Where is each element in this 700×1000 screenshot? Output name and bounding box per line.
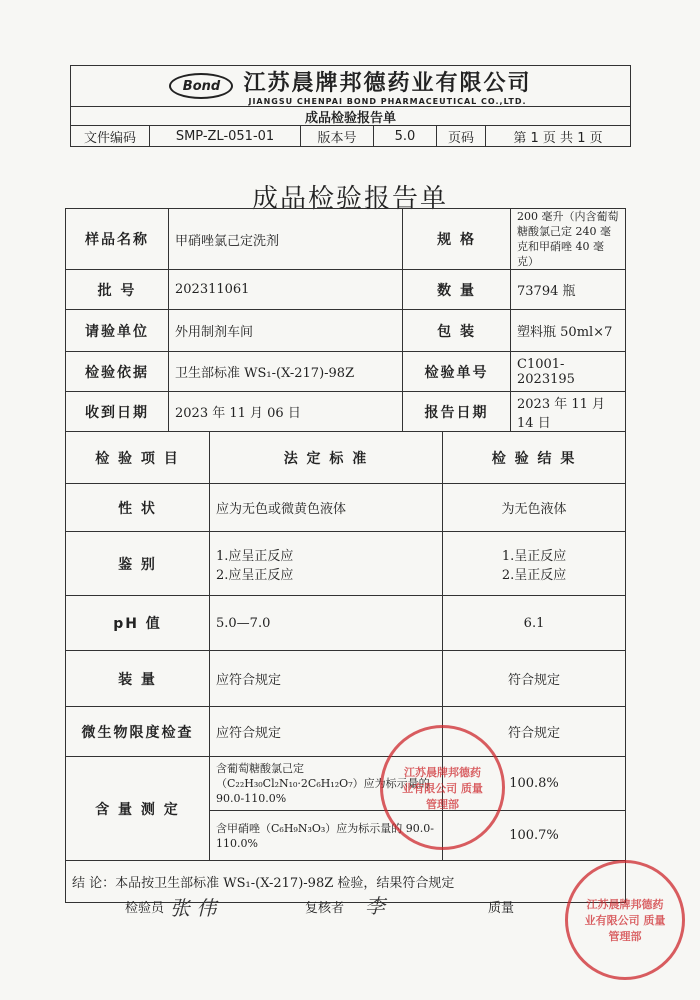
reviewer-signature: 李 (365, 894, 385, 918)
recv-label: 收到日期 (66, 392, 169, 432)
qty-label: 数 量 (403, 270, 511, 310)
column-headers (66, 432, 626, 484)
test-item: 装 量 (66, 651, 210, 707)
form-title: 成品检验报告单 (71, 107, 630, 126)
spec-label: 规 格 (403, 209, 511, 270)
quality-stamp-right: 江苏晨牌邦德药业有限公司 质量管理部 (565, 860, 685, 980)
document-header (70, 65, 631, 147)
inspector-signature: 张 伟 (170, 896, 217, 920)
pack: 塑料瓶 50ml×7 (511, 310, 626, 352)
col-item: 检 验 项 目 (66, 432, 210, 484)
pack-label: 包 装 (403, 310, 511, 352)
col-result: 检 验 结 果 (443, 432, 626, 484)
info-row (66, 270, 626, 310)
sample-name-label: 样品名称 (66, 209, 169, 270)
basis: 卫生部标准 WS₁-(X-217)-98Z (169, 352, 403, 392)
col-standard: 法 定 标 准 (210, 432, 443, 484)
content-item: 含 量 测 定 (66, 757, 210, 861)
page-label: 页码 (437, 126, 486, 146)
results-body (66, 484, 626, 757)
content-standard-1: 含葡萄糖酸氯己定（C₂₂H₃₀Cl₂N₁₀·2C₆H₁₂O₇）应为标示量的 90.0-110.0% (210, 757, 443, 811)
order: C1001-2023195 (511, 352, 626, 392)
test-item: 性 状 (66, 484, 210, 532)
content-row (66, 757, 626, 811)
recv-date: 2023 年 11 月 06 日 (169, 392, 403, 432)
spec: 200 毫升（内含葡萄糖酸氯己定 240 毫克和甲硝唑 40 毫克） (511, 209, 626, 270)
page-value: 第 1 页 共 1 页 (513, 130, 603, 146)
table-row (66, 484, 626, 532)
test-standard: 1.应呈正反应 2.应呈正反应 (210, 532, 443, 596)
batch-label: 批 号 (66, 270, 169, 310)
report-table (65, 208, 626, 903)
conclusion: 结 论：本品按卫生部标准 WS₁-(X-217)-98Z 检验，结果符合规定 (66, 861, 626, 903)
test-result: 1.呈正反应 2.呈正反应 (443, 532, 626, 596)
info-row (66, 392, 626, 432)
meta-row (71, 126, 630, 146)
company-logo: Bond (169, 73, 233, 99)
unit: 外用制剂车间 (169, 310, 403, 352)
info-row (66, 209, 626, 270)
test-result: 6.1 (443, 596, 626, 651)
test-result: 符合规定 (443, 707, 626, 757)
content-result-1: 100.8% (443, 757, 626, 811)
table-row (66, 532, 626, 596)
version-label: 版本号 (301, 126, 374, 146)
test-standard: 应为无色或微黄色液体 (210, 484, 443, 532)
report-date: 2023 年 11 月 14 日 (511, 392, 626, 432)
company-brand (71, 66, 630, 107)
quality-stamp-left: 江苏晨牌邦德药业有限公司 质量管理部 (380, 725, 505, 850)
reviewer-label: 复核者 (305, 901, 345, 916)
company-name-cn: 江苏晨牌邦德药业有限公司 (243, 71, 532, 96)
unit-label: 请验单位 (66, 310, 169, 352)
table-row (66, 596, 626, 651)
table-row (66, 651, 626, 707)
test-item: pH 值 (66, 596, 210, 651)
order-label: 检验单号 (403, 352, 511, 392)
doc-no: SMP-ZL-051-01 (150, 126, 301, 146)
qty: 73794 瓶 (511, 270, 626, 310)
content-result-2: 100.7% (443, 811, 626, 861)
sample-name: 甲硝唑氯己定洗剂 (169, 209, 403, 270)
info-row (66, 352, 626, 392)
test-result: 符合规定 (443, 651, 626, 707)
content-standard-2: 含甲硝唑（C₆H₉N₃O₃）应为标示量的 90.0-110.0% (210, 811, 443, 861)
version: 5.0 (374, 126, 437, 146)
company-name-en: JIANGSU CHENPAI BOND PHARMACEUTICAL CO.,LTD. (248, 97, 527, 106)
qa-label: 质量 (488, 901, 515, 916)
test-standard: 应符合规定 (210, 651, 443, 707)
test-item: 鉴 别 (66, 532, 210, 596)
report-label: 报告日期 (403, 392, 511, 432)
inspector-label: 检验员 (125, 901, 165, 916)
test-standard: 应符合规定 (210, 707, 443, 757)
doc-no-label: 文件编码 (71, 126, 150, 146)
test-item: 微生物限度检查 (66, 707, 210, 757)
table-row (66, 707, 626, 757)
test-result: 为无色液体 (443, 484, 626, 532)
batch: 202311061 (169, 270, 403, 310)
test-standard: 5.0—7.0 (210, 596, 443, 651)
basis-label: 检验依据 (66, 352, 169, 392)
info-row (66, 310, 626, 352)
page-title: 成品检验报告单 (251, 184, 448, 214)
